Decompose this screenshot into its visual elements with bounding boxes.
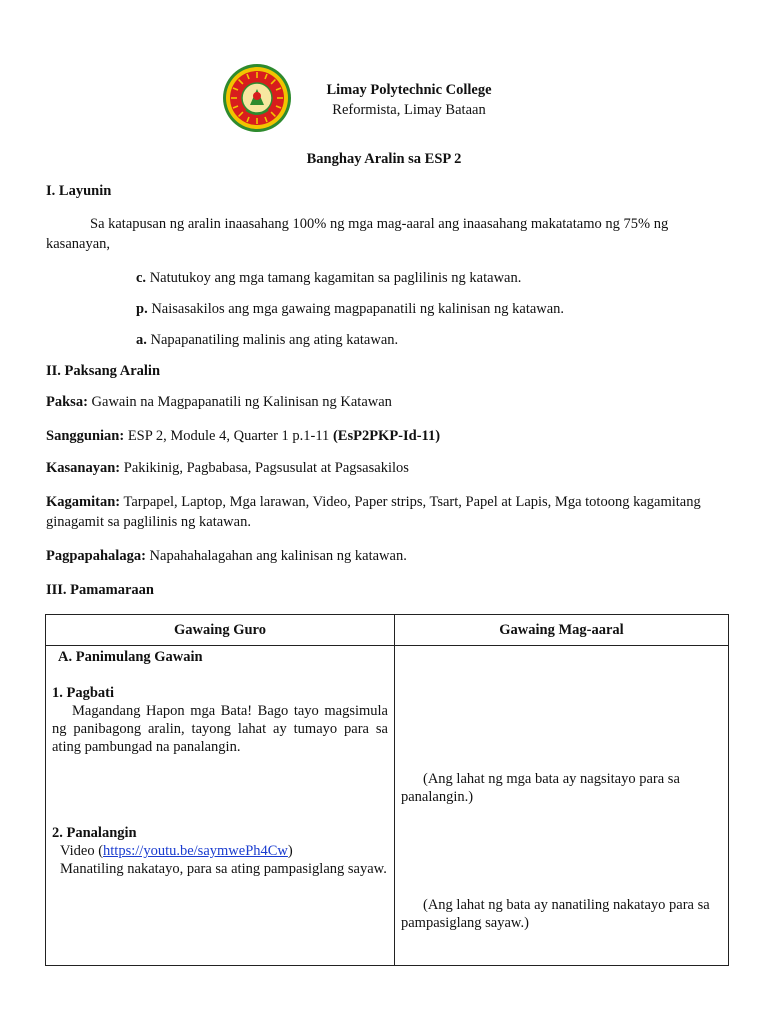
teacher-activity-cell bbox=[46, 646, 395, 966]
objective-item bbox=[136, 268, 726, 288]
objective-marker: c. bbox=[136, 270, 147, 286]
document-header bbox=[222, 63, 522, 133]
table-header-row bbox=[46, 615, 729, 646]
column-header-student: Gawaing Mag-aaral bbox=[395, 615, 729, 646]
lesson-procedure-table bbox=[45, 614, 729, 966]
objective-text: Napapanatiling malinis ang ating katawan. bbox=[150, 332, 399, 348]
student-response: (Ang lahat ng bata ay nanatiling nakatayo para sa pampasiglang sayaw.) bbox=[401, 897, 710, 931]
college-seal-icon bbox=[222, 63, 292, 133]
pagpapahalaga-label: Pagpapahalaga: bbox=[46, 548, 146, 564]
video-link[interactable]: https://youtu.be/saymwePh4Cw bbox=[103, 843, 288, 859]
school-info bbox=[299, 80, 519, 120]
video-line bbox=[60, 842, 388, 860]
objective-marker: p. bbox=[136, 301, 148, 317]
school-name: Limay Polytechnic College bbox=[326, 82, 492, 98]
video-suffix: ) bbox=[287, 843, 293, 859]
objective-item bbox=[136, 299, 726, 319]
section-heading-paksang-aralin: II. Paksang Aralin bbox=[46, 363, 161, 379]
paksa-line bbox=[46, 392, 726, 412]
sanggunian-line bbox=[46, 426, 726, 446]
student-response: (Ang lahat ng mga bata ay nagsitayo para sa panalangin.) bbox=[401, 771, 680, 805]
kasanayan-label: Kasanayan: bbox=[46, 460, 121, 476]
objective-text: Natutukoy ang mga tamang kagamitan sa paglilinis ng katawan. bbox=[149, 270, 522, 286]
kagamitan-label: Kagamitan: bbox=[46, 494, 121, 510]
layunin-intro: Sa katapusan ng aralin inaasahang 100% ng mga mag-aaral ang inaasahang makatatamo ng 75% ng kasanayan, bbox=[46, 216, 669, 252]
objective-item bbox=[136, 330, 726, 350]
kasanayan-line bbox=[46, 458, 726, 478]
objective-text: Naisasakilos ang mga gawaing magpapanatili ng kalinisan ng katawan. bbox=[151, 301, 565, 317]
section-heading-pamamaraan: III. Pamamaraan bbox=[46, 582, 154, 598]
pagbati-heading: 1. Pagbati bbox=[52, 685, 115, 701]
kasanayan-value: Pakikinig, Pagbabasa, Pagsusulat at Pagsasakilos bbox=[123, 460, 409, 476]
table-row bbox=[46, 646, 729, 966]
column-header-teacher: Gawaing Guro bbox=[46, 615, 395, 646]
paksa-label: Paksa: bbox=[46, 394, 88, 410]
subsection-heading: A. Panimulang Gawain bbox=[58, 649, 203, 665]
panalangin-heading: 2. Panalangin bbox=[52, 825, 137, 841]
student-activity-cell bbox=[395, 646, 729, 966]
video-prefix: Video ( bbox=[60, 843, 104, 859]
school-address: Reformista, Limay Bataan bbox=[332, 102, 486, 118]
objective-marker: a. bbox=[136, 332, 147, 348]
panalangin-text: Manatiling nakatayo, para sa ating pampasiglang sayaw. bbox=[60, 861, 387, 877]
pagpapahalaga-line bbox=[46, 546, 726, 566]
sanggunian-value: ESP 2, Module 4, Quarter 1 p.1-11 bbox=[127, 428, 330, 444]
kagamitan-line bbox=[46, 492, 726, 532]
pagpapahalaga-value: Napahahalagahan ang kalinisan ng katawan. bbox=[149, 548, 407, 564]
paksa-value: Gawain na Magpapanatili ng Kalinisan ng Katawan bbox=[91, 394, 392, 410]
pagbati-text: Magandang Hapon mga Bata! Bago tayo magsimula ng panibagong aralin, tayong lahat ay tumayo para sa ating pambungad na panalangin. bbox=[52, 703, 388, 755]
kagamitan-value: Tarpapel, Laptop, Mga larawan, Video, Paper strips, Tsart, Papel at Lapis, Mga totoong kagamitang ginagamit sa paglilinis ng katawan. bbox=[46, 494, 701, 530]
sanggunian-code: (EsP2PKP-Id-11) bbox=[332, 428, 441, 444]
section-heading-layunin: I. Layunin bbox=[46, 183, 112, 199]
sanggunian-label: Sanggunian: bbox=[46, 428, 125, 444]
document-title: Banghay Aralin sa ESP 2 bbox=[306, 151, 462, 167]
